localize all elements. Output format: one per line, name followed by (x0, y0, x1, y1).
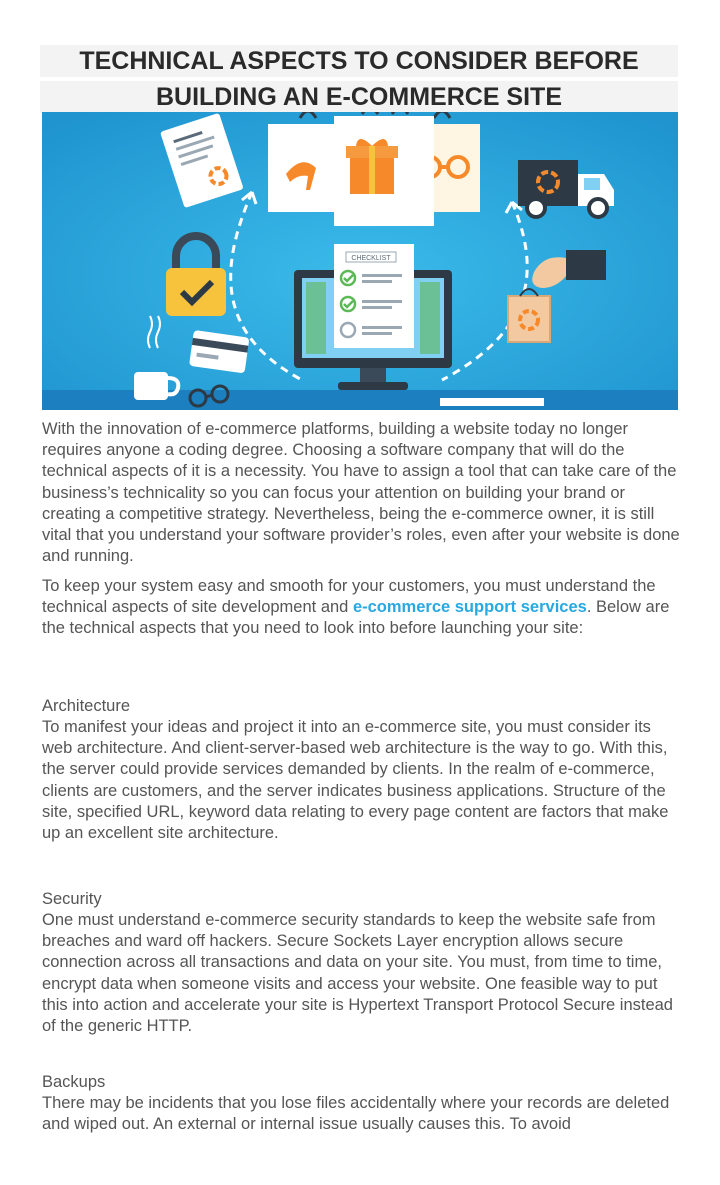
page-title-line-2: BUILDING AN E-COMMERCE SITE (40, 81, 678, 113)
ecommerce-support-services-link[interactable]: e-commerce support services (352, 598, 587, 617)
section-body-security: One must understand e-commerce security standards to keep the website safe from breaches and ward off hackers. Secure Sockets Layer encryption allows secure connection across all transactions and data on your site. You must, from time to time, encrypt data when someone visits and access your website. One feasible way to put this into action and accelerate your site is Hypertext Transport Protocol Secure instead of the generic HTTP. (42, 911, 673, 1036)
pen-icon (440, 398, 544, 406)
intro-paragraph-2 (42, 576, 682, 640)
intro-paragraph-1: With the innovation of e-commerce platforms, building a website today no longer requires anyone a coding degree. Choosing a software company that will do the technical aspects of it is a necessity. You have to assign a tool that can take care of the business’s technicality so you can focus your attention on building your brand or creating a competitive strategy. Nevertheless, being the e-commerce owner, it is still vital that you understand your software provider’s roles, even after your website is done and running. (42, 420, 680, 566)
page-title-line-1: TECHNICAL ASPECTS TO CONSIDER BEFORE (40, 45, 678, 77)
section-heading-architecture: Architecture (42, 697, 131, 715)
section-body-architecture: To manifest your ideas and project it into an e-commerce site, you must consider its web architecture. And client-server-based web architecture is the way to go. With this, the server could provide services demanded by clients. In the realm of e-commerce, clients are customers, and the server indicates business applications. Structure of the site, specified URL, keyword data relating to every page content are factors that make up an excellent site architecture. (42, 718, 669, 843)
checklist-icon (334, 244, 414, 348)
gift-icon (334, 112, 434, 226)
section-body-backups: There may be incidents that you lose files accidentally where your records are deleted and wiped out. An external or internal issue usually causes this. To avoid (42, 1094, 670, 1134)
checklist-label: CHECKLIST (351, 255, 391, 262)
hero-illustration (42, 112, 678, 410)
section-heading-security: Security (42, 890, 102, 908)
intro-paragraph-2-text-end: . Below are the technical aspects that you need to look into before launching your site: (42, 598, 670, 638)
intro-paragraph-2-text-start: To keep your system easy and smooth for your customers, you must understand the technical aspects of site development and (42, 577, 656, 617)
section-heading-backups: Backups (42, 1073, 106, 1091)
